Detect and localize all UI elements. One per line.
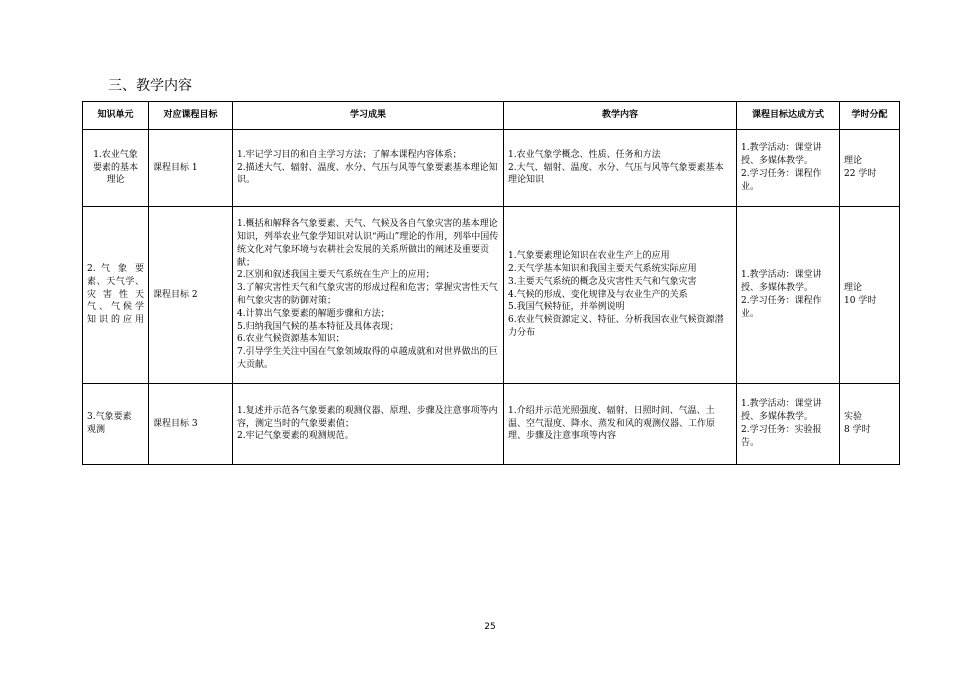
header-hours: 学时分配	[840, 102, 900, 130]
hours-count: 8 学时	[844, 425, 871, 435]
content-item: 2.大气、辐射、温度、水分、气压与风等气象要素基本理论知识	[508, 162, 724, 186]
hours-count: 22 学时	[844, 169, 877, 179]
table-header-row	[83, 102, 900, 130]
knowledge-unit-cell	[83, 130, 149, 207]
method-item: 1.教学活动：课堂讲授、多媒体教学。	[741, 270, 822, 294]
method-item: 2.学习任务：课程作业。	[741, 169, 822, 192]
section-title: 三、教学内容	[108, 78, 192, 94]
method-item: 1.教学活动：课堂讲授、多媒体教学。	[741, 143, 822, 167]
course-goal-cell: 课程目标 1	[149, 130, 233, 207]
achievement-method-cell	[737, 130, 840, 207]
table-row	[83, 384, 900, 465]
outcome-item: 1.概括和解释各气象要素、天气、气候及各自气象灾害的基本理论知识，列举农业气象学知识对认识“两山”理论的作用，列举中国传统文化对气象环境与农耕社会发展的关系所做出的阐述及重要贡献；	[237, 219, 499, 268]
hours-cell	[840, 130, 900, 207]
content-item: 3.主要天气系统的概念及灾害性天气和气象灾害	[508, 276, 697, 287]
hours-cell	[840, 384, 900, 465]
learning-outcomes-cell	[233, 207, 504, 384]
hours-cell	[840, 207, 900, 384]
outcome-item: 2.区别和叙述我国主要天气系统在生产上的应用；	[237, 270, 435, 281]
knowledge-unit-line: 观测	[87, 425, 106, 435]
teaching-content-cell	[504, 207, 737, 384]
content-item: 4.气候的形成、变化规律及与农业生产的关系	[508, 289, 688, 300]
teaching-content-cell	[504, 384, 737, 465]
knowledge-unit-line: 要素的基本	[92, 162, 138, 173]
hours-count: 10 学时	[844, 296, 877, 306]
content-item: 1.农业气象学概念、性质、任务和方法	[508, 149, 661, 160]
outcome-item: 4.计算出气象要素的解题步骤和方法；	[237, 308, 390, 319]
knowledge-unit-cell	[83, 207, 149, 384]
outcome-item: 1.复述并示范各气象要素的观测仪器、原理、步骤及注意事项等内容，测定当时的气象要素值；	[237, 405, 498, 429]
outcome-item: 2.牢记气象要素的观测规范。	[237, 431, 354, 442]
hours-type: 理论	[844, 156, 863, 167]
hours-type: 实验	[844, 412, 863, 423]
achievement-method-cell	[737, 384, 840, 465]
content-item: 1.介绍并示范光照强度、辐射、日照时间、气温、土温、空气湿度、降水、蒸发和风的观测仪器、工作原理、步骤及注意事项等内容	[508, 405, 716, 442]
outcome-item: 7.引导学生关注中国在气象领域取得的卓越成就和对世界做出的巨大贡献。	[237, 347, 498, 370]
knowledge-unit-line: 素、天气学、	[87, 276, 144, 287]
content-item: 6.农业气候资源定义、特征、分析我国农业气候资源潜力分布	[508, 315, 724, 338]
header-learning-outcomes: 学习成果	[233, 102, 504, 130]
method-item: 2.学习任务：实验报告。	[741, 425, 822, 448]
method-item: 2.学习任务：课程作业。	[741, 296, 822, 319]
content-item: 1.气象要素理论知识在农业生产上的应用	[508, 251, 670, 262]
learning-outcomes-cell	[233, 130, 504, 207]
table-row	[83, 207, 900, 384]
page-number: 25	[484, 622, 496, 632]
learning-outcomes-cell	[233, 384, 504, 465]
hours-type: 理论	[844, 283, 863, 294]
outcome-item: 1.牢记学习目的和自主学习方法；了解本课程内容体系；	[237, 149, 462, 160]
course-goal-cell: 课程目标 2	[149, 207, 233, 384]
content-item: 2.天气学基本知识和我国主要天气系统实际应用	[508, 264, 697, 274]
knowledge-unit-line: 1.农业气象	[93, 149, 138, 160]
table-row	[83, 130, 900, 207]
outcome-item: 2.描述大气、辐射、温度、水分、气压与风等气象要素基本理论知识。	[237, 162, 498, 186]
achievement-method-cell	[737, 207, 840, 384]
knowledge-unit-line: 知识的应用	[87, 315, 144, 326]
outcome-item: 5.归纳我国气候的基本特征及具体表现；	[237, 321, 399, 332]
knowledge-unit-line: 气、气候学	[87, 302, 144, 313]
knowledge-unit-cell	[83, 384, 149, 465]
header-achievement-method: 课程目标达成方式	[737, 102, 840, 130]
header-course-goal: 对应课程目标	[149, 102, 233, 130]
knowledge-unit-line: 理论	[106, 175, 125, 186]
knowledge-unit-line: 灾 害 性 天	[87, 289, 144, 300]
course-goal-cell: 课程目标 3	[149, 384, 233, 465]
method-item: 1.教学活动：课堂讲授、多媒体教学。	[741, 399, 822, 423]
knowledge-unit-line: 2. 气 象 要	[87, 264, 144, 274]
outcome-item: 6.农业气候资源基本知识；	[237, 334, 345, 345]
header-knowledge-unit: 知识单元	[83, 102, 149, 130]
teaching-content-table	[82, 101, 900, 465]
teaching-content-cell	[504, 130, 737, 207]
knowledge-unit-line: 3.气象要素	[87, 412, 132, 423]
header-teaching-content: 教学内容	[504, 102, 737, 130]
outcome-item: 3.了解灾害性天气和气象灾害的形成过程和危害；掌握灾害性天气和气象灾害的防御对策；	[237, 283, 498, 306]
content-item: 5.我国气候特征，并举例说明	[508, 302, 625, 313]
